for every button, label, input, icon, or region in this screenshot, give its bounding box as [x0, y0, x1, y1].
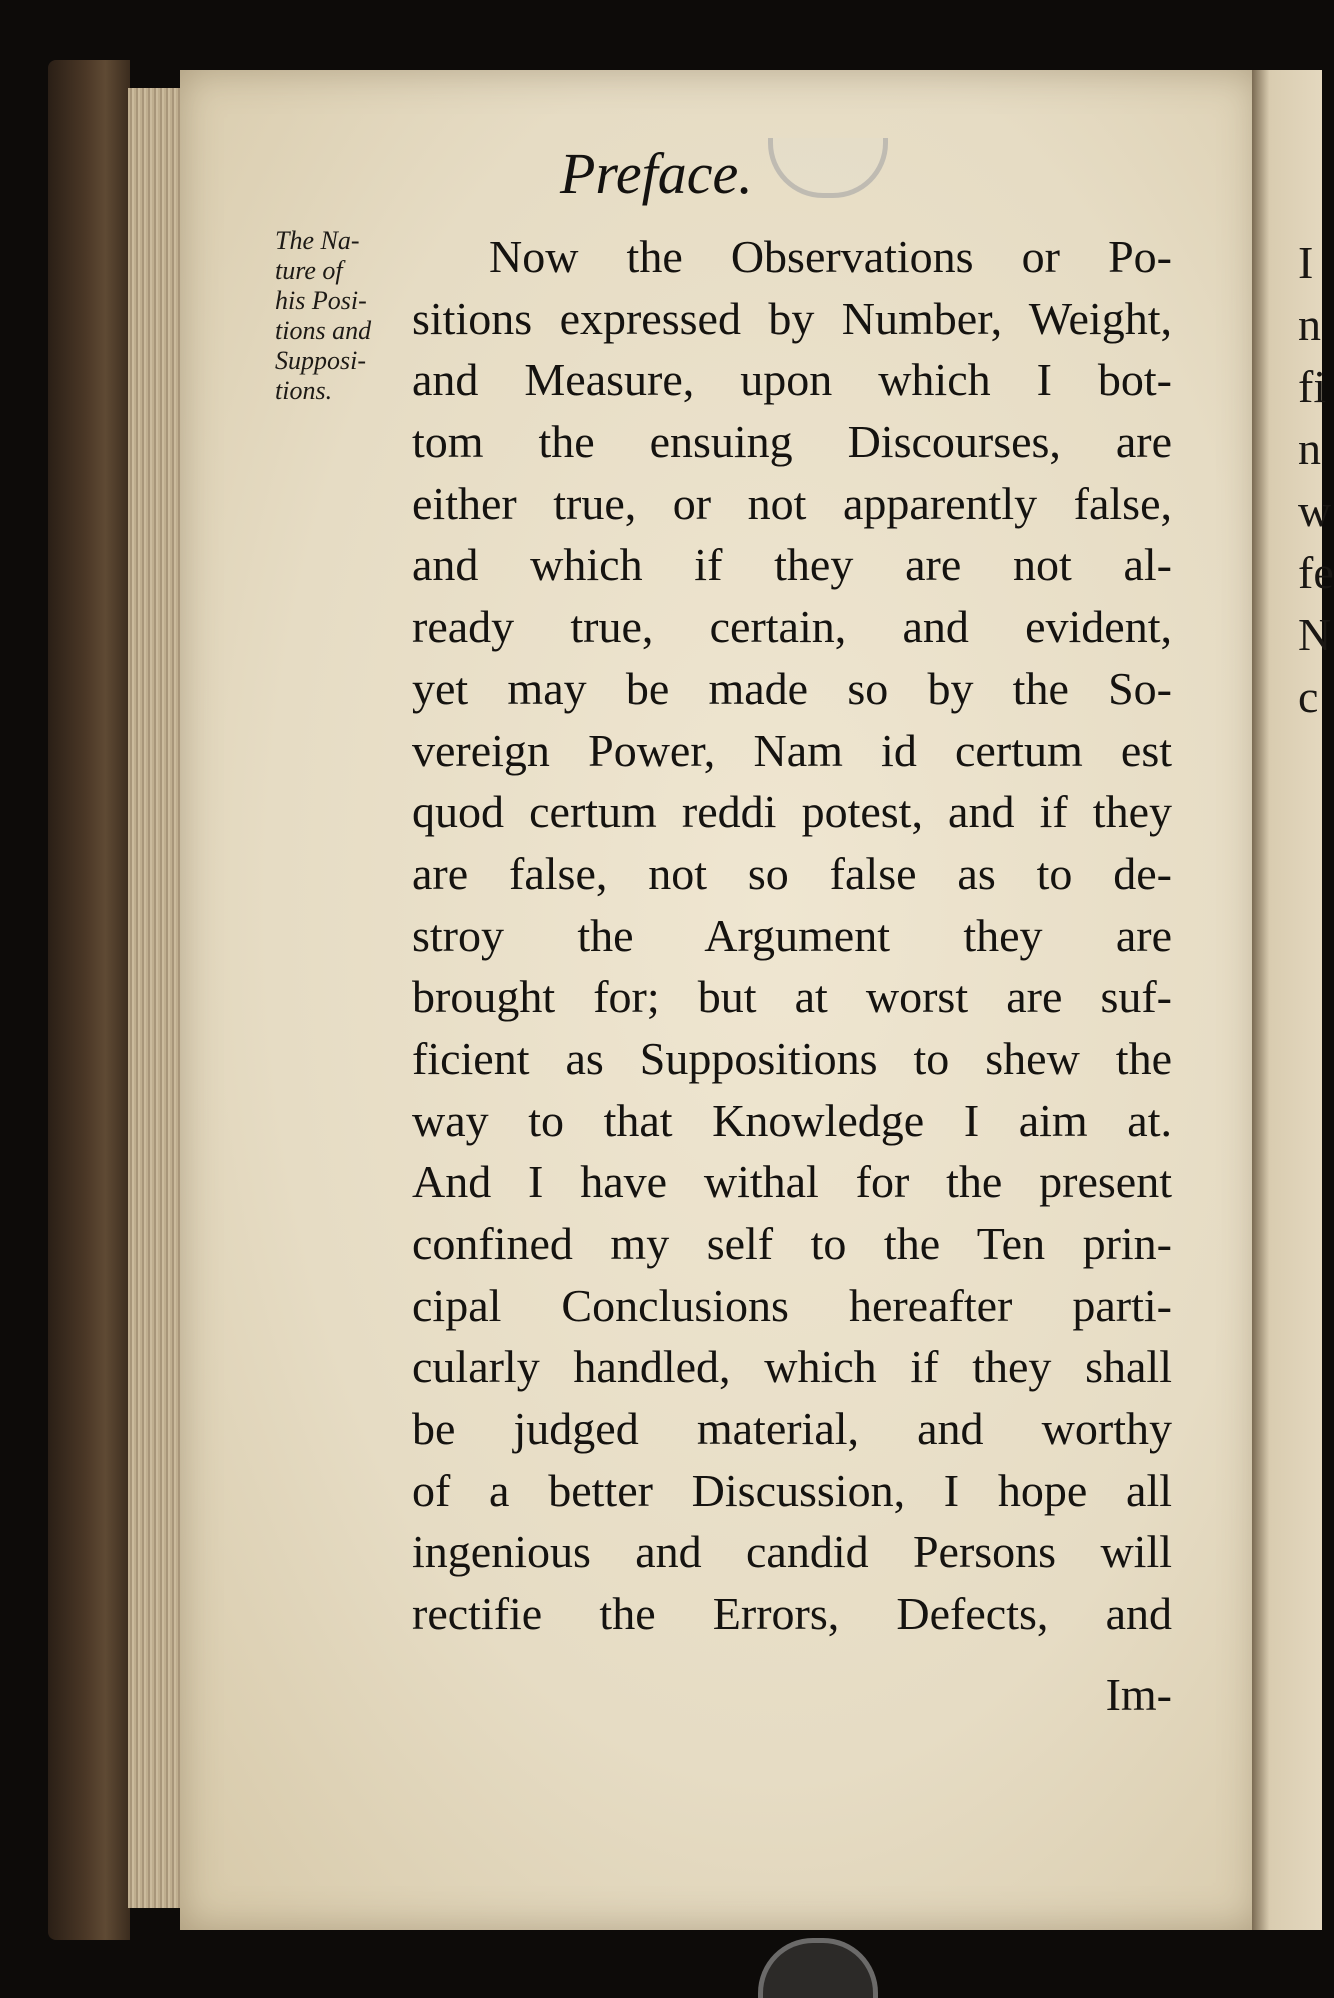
text-line: cularly handled, which if they shall — [412, 1341, 1172, 1393]
next-page-letter: N — [1298, 609, 1332, 660]
text-line: rectifie the Errors, Defects, and — [412, 1588, 1172, 1640]
next-page-letter: c — [1298, 671, 1319, 722]
margin-note-line: tions and — [275, 316, 372, 345]
next-page-letter: w — [1298, 485, 1332, 536]
text-line: cipal Conclusions hereafter parti- — [412, 1279, 1172, 1331]
margin-note-line: The Na- — [275, 226, 360, 255]
next-page-letter: fe — [1298, 547, 1334, 598]
next-page-letter: I — [1298, 237, 1314, 288]
next-page-letter: fi — [1298, 361, 1327, 412]
next-page-letter: n — [1298, 423, 1321, 474]
margin-note-line: tions. — [275, 376, 333, 405]
text-line: sitions expressed by Number, Weight, — [412, 292, 1172, 344]
margin-note — [275, 226, 405, 406]
text-line: Now the Observations or Po- — [489, 231, 1172, 282]
next-page-fragment — [1298, 232, 1334, 728]
text-line: And I have withal for the present — [412, 1156, 1172, 1208]
top-clip — [768, 138, 888, 198]
text-line: ficient as Suppositions to shew the — [412, 1032, 1172, 1084]
body-text — [412, 226, 1172, 1720]
text-line: confined my self to the Ten prin- — [412, 1218, 1172, 1269]
text-line: are false, not so false as to de- — [412, 847, 1172, 899]
text-line: be judged material, and worthy — [412, 1403, 1172, 1455]
text-line: and which if they are not al- — [412, 539, 1172, 591]
text-line: tom the ensuing Discourses, are — [412, 416, 1172, 468]
text-line: of a better Discussion, I hope all — [412, 1464, 1172, 1516]
text-line: way to that Knowledge I aim at. — [412, 1094, 1172, 1146]
next-page-letter: n — [1298, 299, 1321, 350]
text-line: stroy the Argument they are — [412, 909, 1172, 961]
book-spine — [48, 60, 130, 1940]
text-line: yet may be made so by the So- — [412, 662, 1172, 714]
text-line: either true, or not apparently false, — [412, 477, 1172, 529]
bottom-clip — [758, 1938, 878, 1998]
running-head: Preface. — [560, 141, 753, 206]
text-line: brought for; but at worst are suf- — [412, 971, 1172, 1023]
margin-note-line: his Posi- — [275, 286, 367, 315]
margin-note-line: ture of — [275, 256, 343, 285]
text-line: ingenious and candid Persons will — [412, 1526, 1172, 1578]
text-line: vereign Power, Nam id certum est — [412, 724, 1172, 776]
text-line: quod certum reddi potest, and if they — [412, 786, 1172, 838]
text-line: ready true, certain, and evident, — [412, 601, 1172, 653]
text-line: and Measure, upon which I bot- — [412, 354, 1172, 406]
catchword: Im- — [1105, 1669, 1172, 1720]
margin-note-line: Supposi- — [275, 346, 366, 375]
